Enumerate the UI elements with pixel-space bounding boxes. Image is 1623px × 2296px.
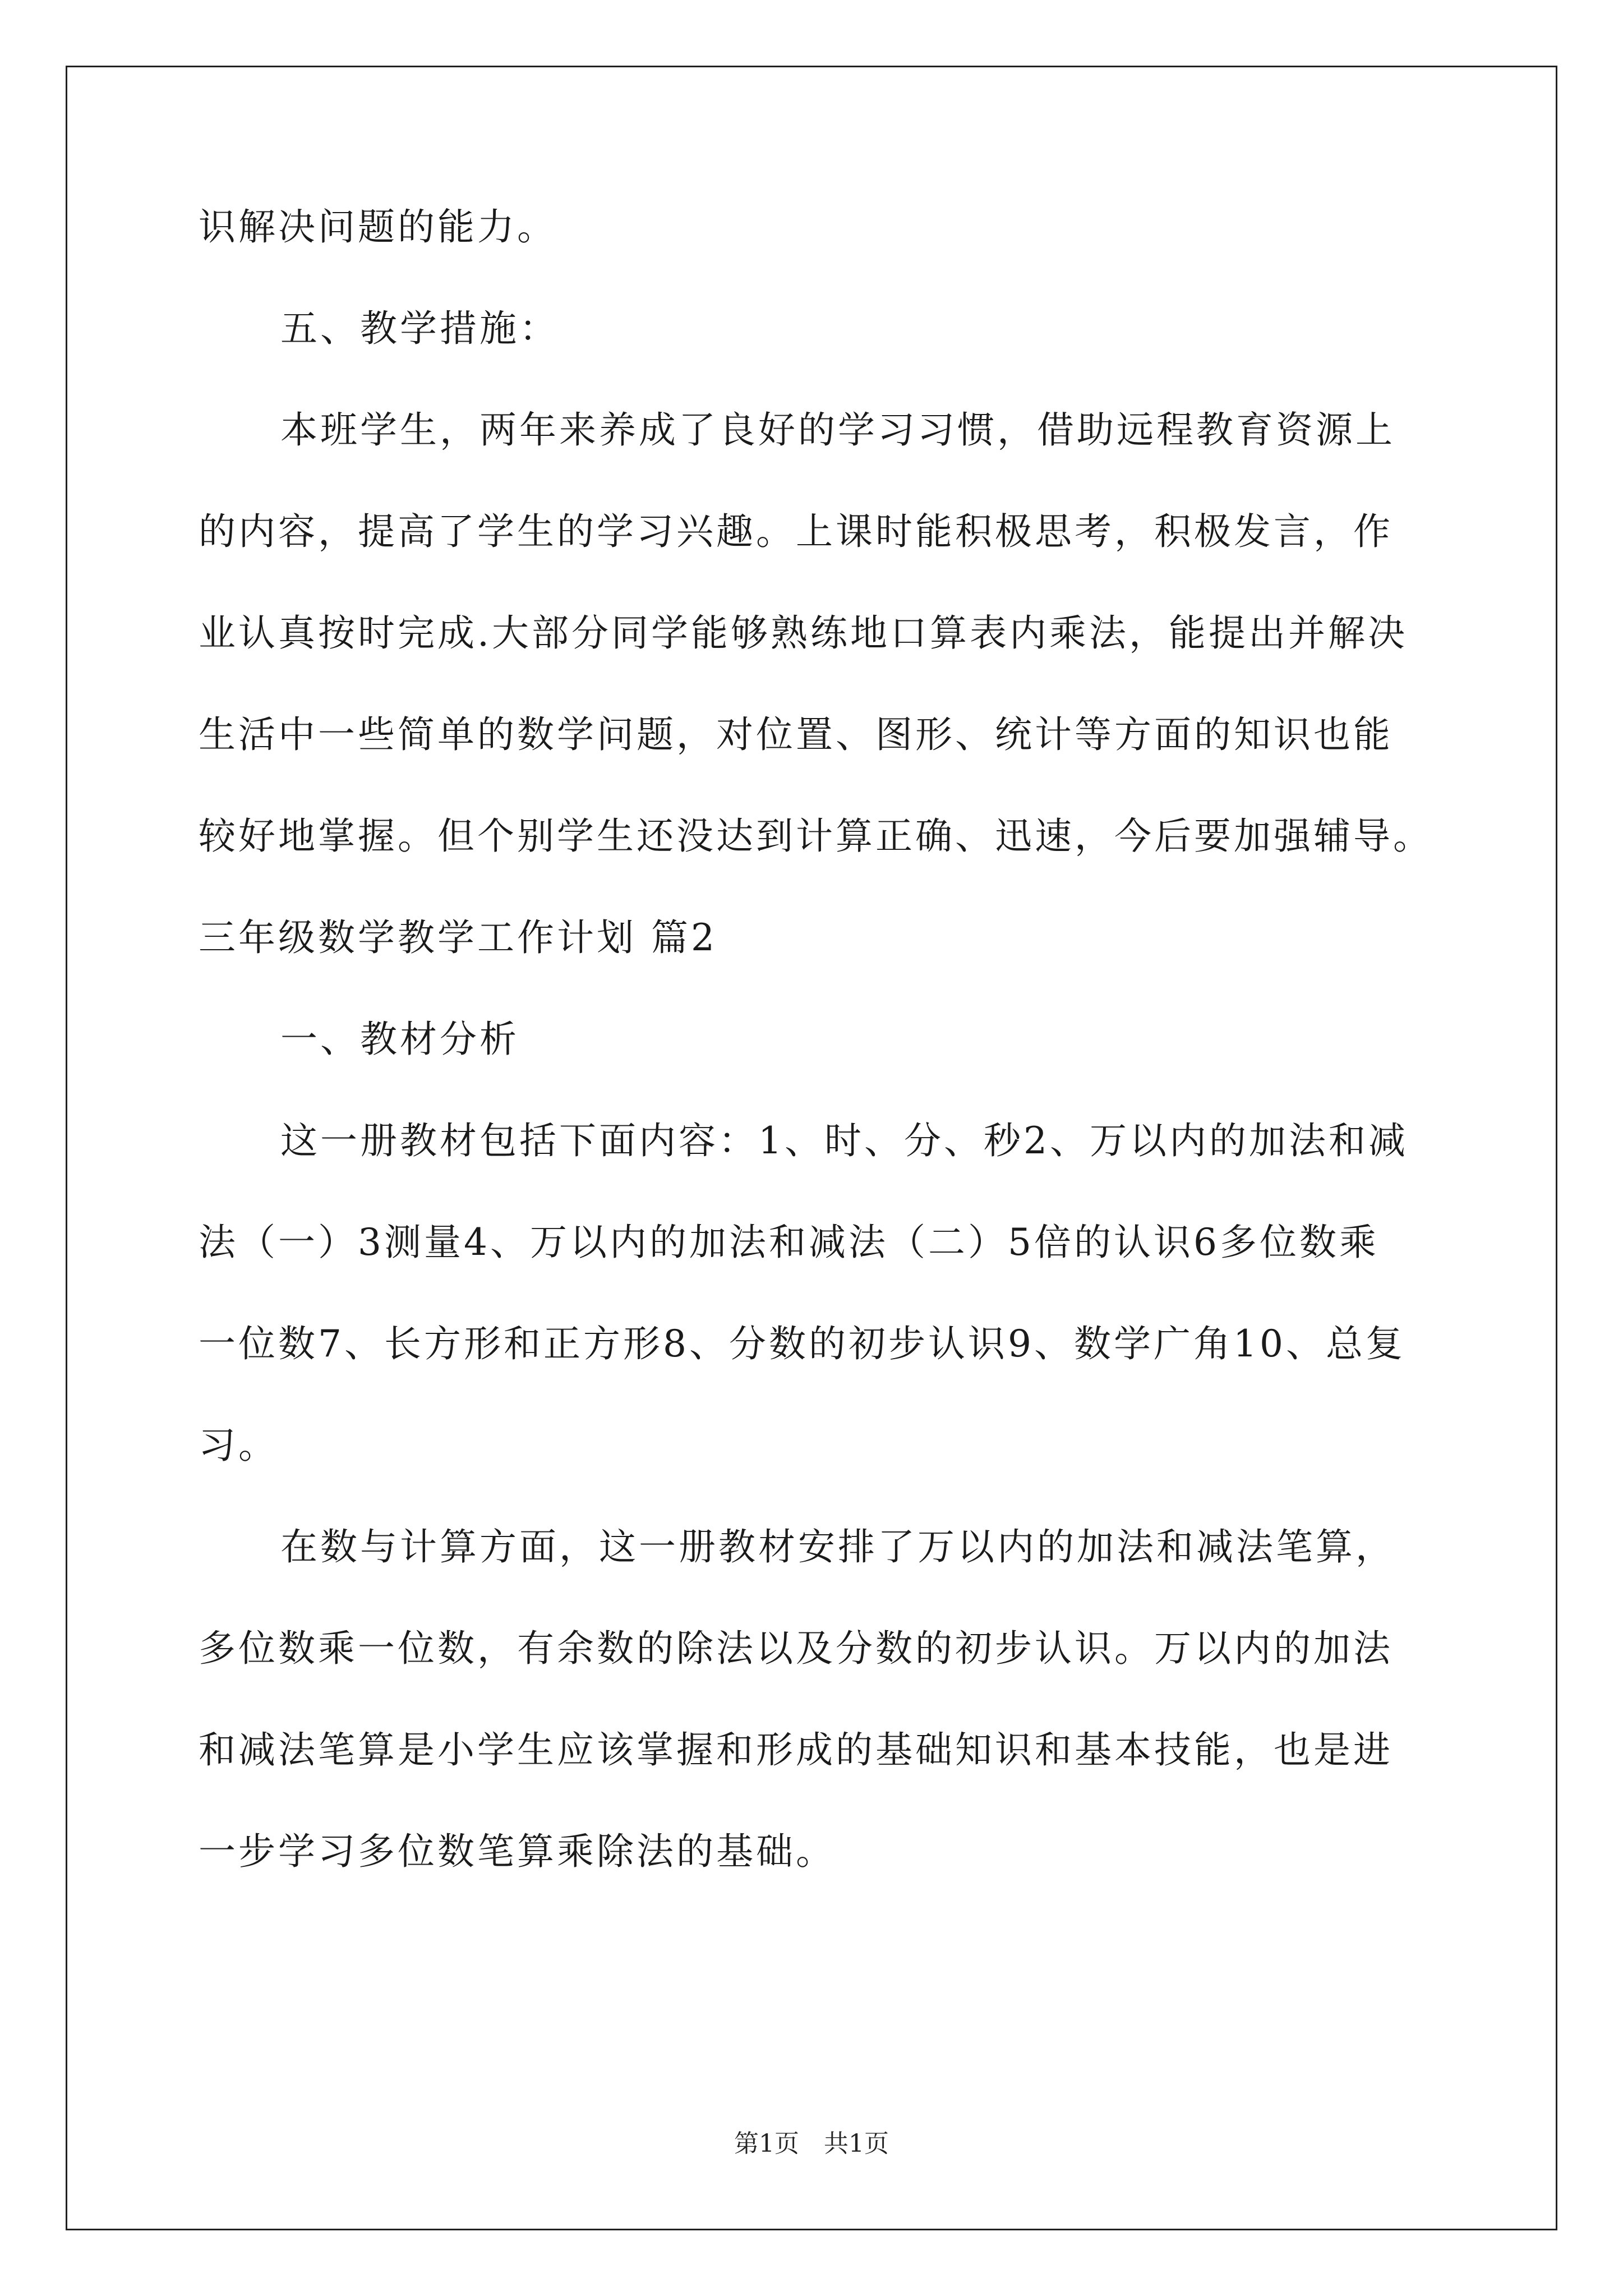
paragraph-line: 生活中一些简单的数学问题，对位置、图形、统计等方面的知识也能 [199,713,1393,756]
paragraph-line: 本班学生，两年来养成了良好的学习习惯，借助远程教育资源上 [280,408,1395,452]
paragraph-line: 法（一）3测量4、万以内的加法和减法（二）5倍的认识6多位数乘 [199,1221,1379,1264]
paragraph-line: 多位数乘一位数，有余数的除法以及分数的初步认识。万以内的加法 [199,1627,1393,1670]
paragraph-line: 的内容，提高了学生的学习兴趣。上课时能积极思考，积极发言，作 [199,510,1393,553]
document-title: 三年级数学教学工作计划 篇2 [199,916,717,959]
paragraph-line: 这一册教材包括下面内容：1、时、分、秒2、万以内的加法和减 [280,1119,1408,1162]
paragraph-line: 较好地掌握。但个别学生还没达到计算正确、迅速，今后要加强辅导。 [199,815,1433,858]
section-heading: 五、教学措施： [280,307,559,350]
section-heading: 一、教材分析 [280,1018,519,1061]
paragraph-line: 在数与计算方面，这一册教材安排了万以内的加法和减法笔算， [280,1525,1395,1568]
paragraph-line: 业认真按时完成.大部分同学能够熟练地口算表内乘法，能提出并解决 [199,611,1408,655]
paragraph-line: 一步学习多位数笔算乘除法的基础。 [199,1830,836,1873]
paragraph-line: 和减法笔算是小学生应该掌握和形成的基础知识和基本技能，也是进 [199,1728,1393,1772]
paragraph-line: 识解决问题的能力。 [199,205,557,249]
paragraph-line: 一位数7、长方形和正方形8、分数的初步认识9、数学广角10、总复 [199,1322,1405,1365]
paragraph-line: 习。 [199,1424,278,1467]
page-footer: 第1页 共1页 [734,2129,889,2158]
